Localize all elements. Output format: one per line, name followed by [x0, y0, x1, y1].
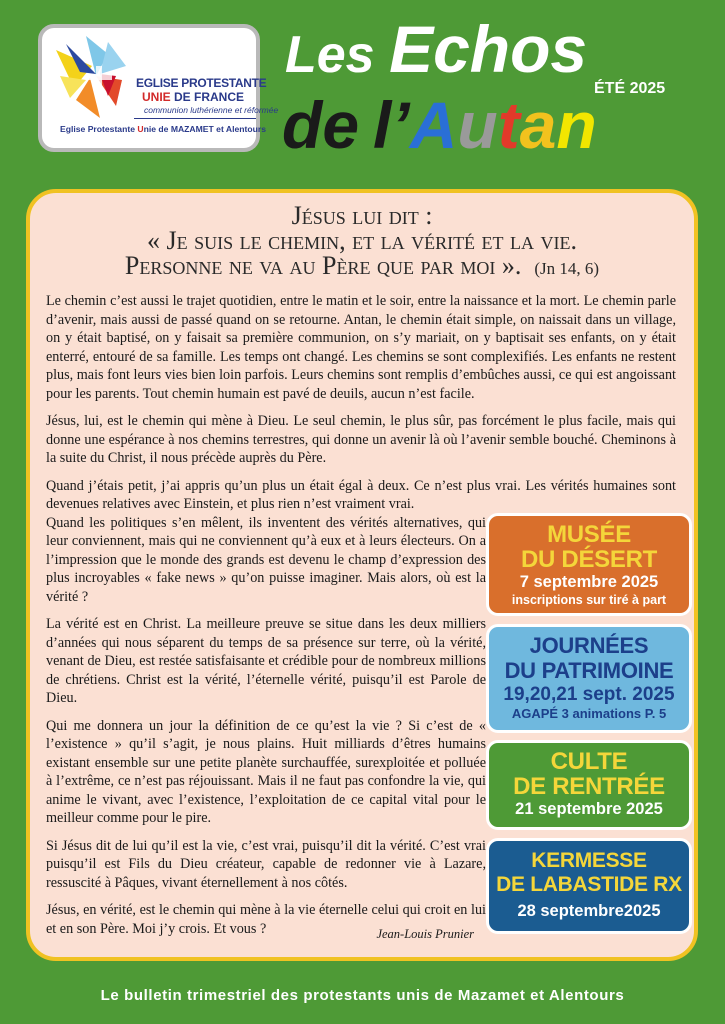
headline-line3	[30, 253, 694, 281]
event-date: 7 septembre 2025	[519, 573, 659, 591]
logo-line4-part2: U	[137, 124, 144, 134]
logo-text-line3: communion luthérienne et réformée	[144, 105, 279, 115]
headline-line3-text: Personne ne va au Père que par moi ».	[124, 251, 522, 280]
article-headline	[30, 203, 694, 281]
event-title: DE RENTRÉE	[513, 773, 665, 800]
event-musee-du-desert	[486, 513, 692, 616]
article-paragraph: Qui me donnera un jour la définition de ce qu’est la vie ? Si c’est de « l’existence » qu’il s’agit, je nous plains. Huit milliards d’êtres humains existant ensemble sur une petite planète surchauffée, surexploitée et polluée à l’extrême, ce n’est pas réjouissant. Mais il ne faut pas confondre la vie, qui anime le vivant, avec l’existence, l’exploitation de ce capital vital pour le meilleur comme pour le pire.	[46, 717, 486, 826]
event-note: AGAPÉ 3 animations P. 5	[511, 706, 667, 721]
article-paragraph: Le chemin c’est aussi le trajet quotidien, entre le matin et le soir, entre la naissance et la mort. Le chemin parle d’avenir, mais aussi de passé quand on se retourne. Antan, le chemin était simple, on naissait dans un village, on y était baptisé, on y faisait sa première communion, on s’y mariait, on y baptisait ses enfants, on y était enterré, entouré de sa famille. Les temps ont changé. Les chemins se sont complexifiés. Les enfants ne restent plus, mais font leurs vies bien loin parfois. Leurs chemins sont remplis d’embûches aussi, ce qui est angoissant pour les parents. Tout chemin humain est pavé de deuils, aucun n’est facile.	[46, 293, 676, 402]
headline-line2: « Je suis le chemin, et la vérité et la vie.	[146, 226, 578, 255]
masthead-autan-letter: a	[519, 88, 557, 162]
masthead-autan-letter: t	[497, 88, 520, 162]
event-title: DE LABASTIDE RX	[496, 873, 682, 896]
logo-text-line2	[142, 90, 244, 104]
event-date: 19,20,21 sept. 2025	[503, 684, 675, 705]
event-date: 21 septembre 2025	[515, 800, 663, 818]
logo-line4-part1: Eglise Protestante	[60, 124, 138, 134]
masthead-autan-letter: n	[556, 88, 597, 162]
church-logo	[38, 24, 279, 152]
bulletin-footer: Le bulletin trimestriel des protestants unis de Mazamet et Alentours	[100, 987, 625, 1004]
event-title: JOURNÉES	[529, 633, 649, 658]
masthead-autan	[410, 88, 597, 162]
event-title: KERMESSE	[531, 849, 647, 872]
article-paragraph-part: Quand j’étais petit, j’ai appris qu’un plus un était égal à deux. Ce n’est plus vrai. Les vérités humaines sont devenues relatives avec Einstein, et plus rien n’est vraiment vrai.	[46, 477, 676, 512]
masthead-autan-letter: A	[409, 88, 458, 162]
event-title: DU DÉSERT	[521, 546, 657, 573]
article-paragraph: La vérité est en Christ. La meilleure preuve se situe dans les deux milliers d’années qui nous séparent du temps de sa présence sur terre, où la vérité, venant de Dieu, est restée satisfaisante et crédible pour de nombreux millions de chrétiens. Christ est la vérité, l’éternelle vérité, puisqu’il est Parole de Dieu.	[46, 616, 486, 706]
event-date: 28 septembre2025	[517, 902, 661, 920]
event-note: inscriptions sur tiré à part	[511, 593, 667, 607]
event-title: CULTE	[550, 748, 628, 775]
event-title: DU PATRIMOINE	[504, 658, 674, 683]
masthead-autan-letter: u	[457, 88, 498, 162]
masthead-de: de	[282, 88, 360, 162]
author-signature: Jean-Louis Prunier	[376, 927, 474, 941]
logo-text-de-france: DE FRANCE	[170, 90, 245, 104]
logo-text-unie: UNIE	[142, 90, 171, 104]
logo-text-line4	[60, 124, 266, 134]
article-paragraph	[46, 477, 676, 514]
logo-divider	[134, 118, 256, 119]
article-paragraph: Quand les politiques s’en mêlent, ils inventent des vérités alternatives, qui leur conviennent, mais qui ne conviennent qu’à eux et à leurs électeurs. On a l’impression que le monde des grands est devenu le champ d’expression des plus incroyables « fake news » qu’on puisse imaginer. Mais alors, où est la vérité ?	[46, 514, 486, 605]
article-paragraph: Jésus, en vérité, est le chemin qui mène à la vie éternelle celui qui croit en lui et en son Père. Moi j’y crois. Et vous ?	[46, 902, 486, 937]
event-title: MUSÉE	[547, 521, 631, 548]
headline-line1: Jésus lui dit :	[291, 201, 433, 230]
logo-line4-part3: nie de MAZAMET et Alentours	[143, 124, 266, 134]
logo-text-line1: EGLISE PROTESTANTE	[136, 76, 267, 90]
bible-reference: (Jn 14, 6)	[534, 259, 600, 278]
event-kermesse	[486, 838, 692, 934]
article-paragraph: Si Jésus dit de lui qu’il est la vie, c’est vrai, puisqu’il dit la vérité. C’est vrai puisqu’il est Fils du Dieu créateur, capable de redonner vie à Lazare, ressuscité à Pâques, vivant éternellement à nos côtés.	[46, 837, 486, 891]
issue-season: ÉTÉ 2025	[594, 80, 666, 97]
masthead-les: Les	[285, 26, 390, 84]
event-journees-du-patrimoine	[486, 624, 692, 733]
article-paragraph: Jésus, lui, est le chemin qui mène à Dieu. Le seul chemin, le plus sûr, pas forcément le plus facile, mais qui donne une espérance à nos chemins terrestres, qui donne un avenir là où l’avenir semble bouché. Cheminons à la suite du Christ, il nous précède auprès du Père.	[46, 413, 676, 466]
masthead-title-line2	[282, 88, 597, 162]
cross-burst-logo-icon	[56, 36, 142, 118]
masthead-echos: Echos	[389, 12, 588, 86]
masthead-title-line1	[285, 12, 588, 86]
event-culte-de-rentree	[486, 740, 692, 830]
masthead-l: l’	[373, 88, 410, 162]
